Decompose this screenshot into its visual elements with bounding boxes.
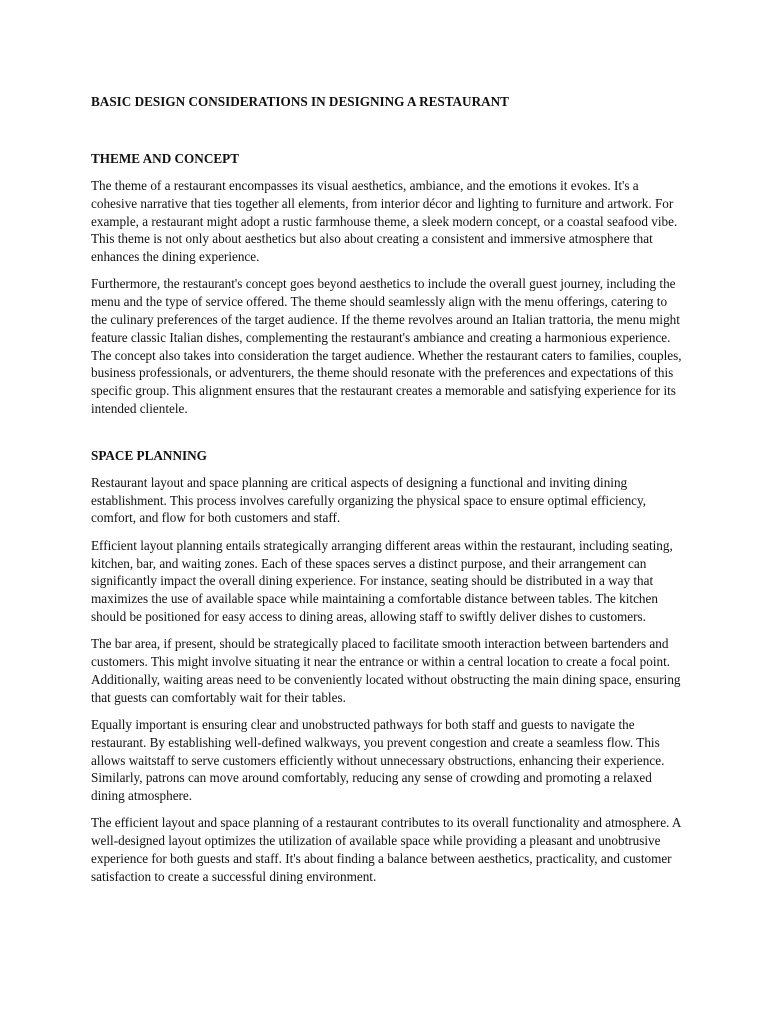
document-page <box>91 93 685 895</box>
paragraph: Efficient layout planning entails strategically arranging different areas within the restaurant, including seating, kitchen, bar, and waiting zones. Each of these spaces serves a distinct purpose, and their arrangement can significantly impact the overall dining experience. For instance, seating should be distributed in a way that maximizes the use of available space while maintaining a comfortable distance between tables. The kitchen should be positioned for easy access to dining areas, allowing staff to swiftly deliver dishes to customers. <box>91 537 673 624</box>
paragraph: The efficient layout and space planning of a restaurant contributes to its overall functionality and atmosphere. A well-designed layout optimizes the utilization of available space while providing a pleasant and unobtrusive experience for both guests and staff. It's about finding a balance between aesthetics, practicality, and customer satisfaction to create a successful dining environment. <box>91 815 681 884</box>
paragraph: The bar area, if present, should be strategically placed to facilitate smooth interaction between bartenders and customers. This might involve situating it near the entrance or within a central location to create a focal point. Additionally, waiting areas need to be conveniently located without obstructing the main dining space, ensuring that guests can comfortably wait for their tables. <box>91 636 681 705</box>
paragraph: Restaurant layout and space planning are critical aspects of designing a functional and inviting dining establishment. This process involves carefully organizing the physical space to ensure optimal efficiency, comfort, and flow for both customers and staff. <box>91 474 647 526</box>
document-title: BASIC DESIGN CONSIDERATIONS IN DESIGNING A RESTAURANT <box>91 94 509 109</box>
paragraph: Equally important is ensuring clear and unobstructed pathways for both staff and guests to navigate the restaurant. By establishing well-defined walkways, you prevent congestion and create a seamless flow. This allows waitstaff to serve customers efficiently without unnecessary obstructions, enhancing their experience. Similarly, patrons can move around comfortably, reducing any sense of crowding and promoting a relaxed dining atmosphere. <box>91 716 665 804</box>
paragraph: Furthermore, the restaurant's concept goes beyond aesthetics to include the overall guest journey, including the menu and the type of service offered. The theme should seamlessly align with the menu offerings, catering to the culinary preferences of the target audience. If the theme revolves around an Italian trattoria, the menu might feature classic Italian dishes, complementing the restaurant's ambiance and creating a harmonious experience. The concept also takes into consideration the target audience. Whether the restaurant caters to families, couples, business professionals, or adventurers, the theme should resonate with the preferences and expectations of this specific group. This alignment ensures that the restaurant creates a memorable and satisfying experience for its intended clientele. <box>91 276 682 417</box>
section-space-planning <box>91 447 685 886</box>
section-heading: THEME AND CONCEPT <box>91 151 240 166</box>
section-heading: SPACE PLANNING <box>91 447 207 463</box>
section-theme-and-concept <box>91 150 685 418</box>
paragraph: The theme of a restaurant encompasses its visual aesthetics, ambiance, and the emotions it evokes. It's a cohesive narrative that ties together all elements, from interior décor and lighting to furniture and artwork. For example, a restaurant might adopt a rustic farmhouse theme, a sleek modern concept, or a coastal seafood vibe. This theme is not only about aesthetics but also about creating a consistent and immersive atmosphere that enhances the dining experience. <box>91 178 678 265</box>
